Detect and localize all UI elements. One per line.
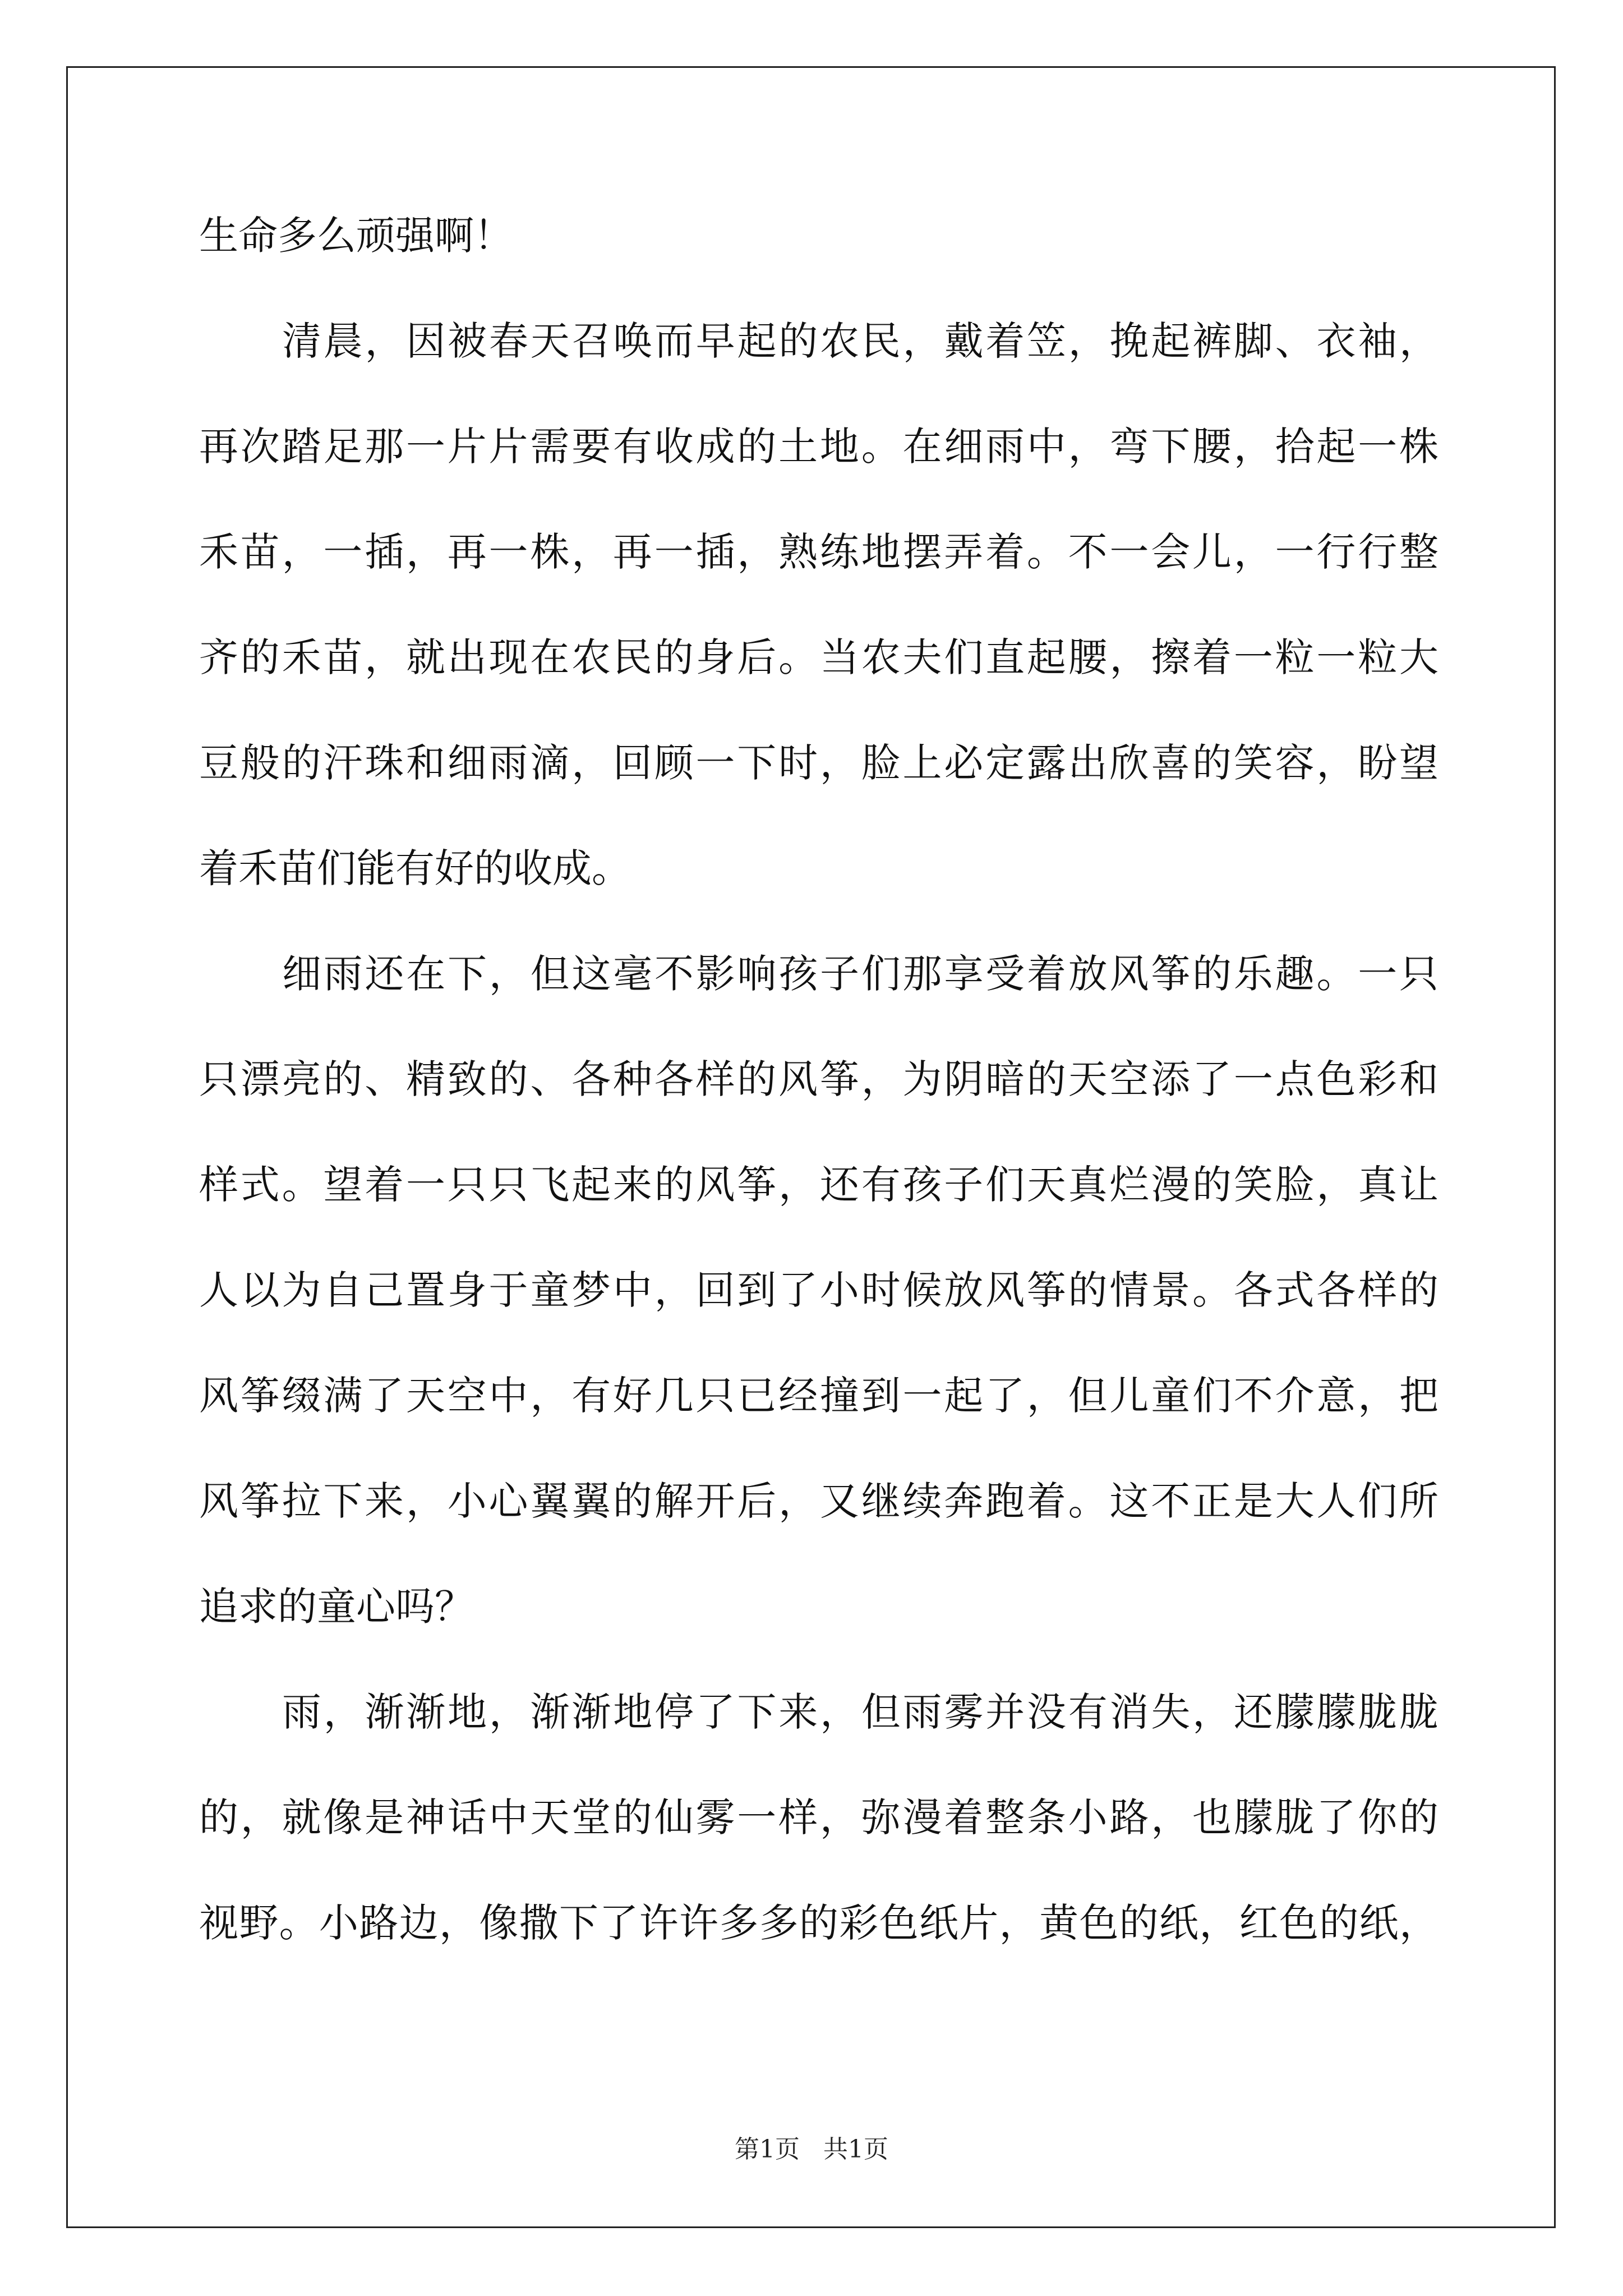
text-line: 着禾苗们能有好的收成。 — [199, 845, 631, 891]
text-line: 豆般的汗珠和细雨滴，回顾一下时，脸上必定露出欣喜的笑容，盼望 — [199, 740, 1438, 786]
text-line: 雨，渐渐地，渐渐地停了下来，但雨雾并没有消失，还朦朦胧胧 — [282, 1689, 1438, 1735]
page-number: 第1页 — [735, 2135, 800, 2164]
page-footer — [0, 2136, 1623, 2163]
text-line: 风筝缀满了天空中，有好几只已经撞到一起了，但儿童们不介意，把 — [199, 1373, 1438, 1419]
text-line: 追求的童心吗？ — [199, 1584, 474, 1630]
text-line: 的，就像是神话中天堂的仙雾一样，弥漫着整条小路，也朦胧了你的 — [199, 1795, 1438, 1841]
page-total: 共1页 — [823, 2135, 888, 2164]
text-line: 禾苗，一插，再一株，再一插，熟练地摆弄着。不一会儿，一行行整 — [199, 529, 1438, 575]
text-line: 视野。小路边，像撒下了许许多多的彩色纸片，黄色的纸，红色的纸， — [199, 1900, 1438, 1946]
text-line: 人以为自己置身于童梦中，回到了小时候放风筝的情景。各式各样的 — [199, 1267, 1438, 1313]
text-line: 生命多么顽强啊！ — [199, 213, 513, 259]
body-text — [199, 213, 1438, 2009]
text-line: 清晨，因被春天召唤而早起的农民，戴着笠，挽起裤脚、衣袖， — [282, 318, 1438, 364]
text-line: 齐的禾苗，就出现在农民的身后。当农夫们直起腰，擦着一粒一粒大 — [199, 634, 1438, 680]
text-line: 只漂亮的、精致的、各种各样的风筝，为阴暗的天空添了一点色彩和 — [199, 1056, 1438, 1102]
text-line: 再次踏足那一片片需要有收成的土地。在细雨中，弯下腰，拾起一株 — [199, 424, 1438, 470]
text-line: 细雨还在下，但这毫不影响孩子们那享受着放风筝的乐趣。一只 — [282, 951, 1438, 997]
text-line: 样式。望着一只只飞起来的风筝，还有孩子们天真烂漫的笑脸，真让 — [199, 1162, 1438, 1208]
text-line: 风筝拉下来，小心翼翼的解开后，又继续奔跑着。这不正是大人们所 — [199, 1478, 1438, 1524]
